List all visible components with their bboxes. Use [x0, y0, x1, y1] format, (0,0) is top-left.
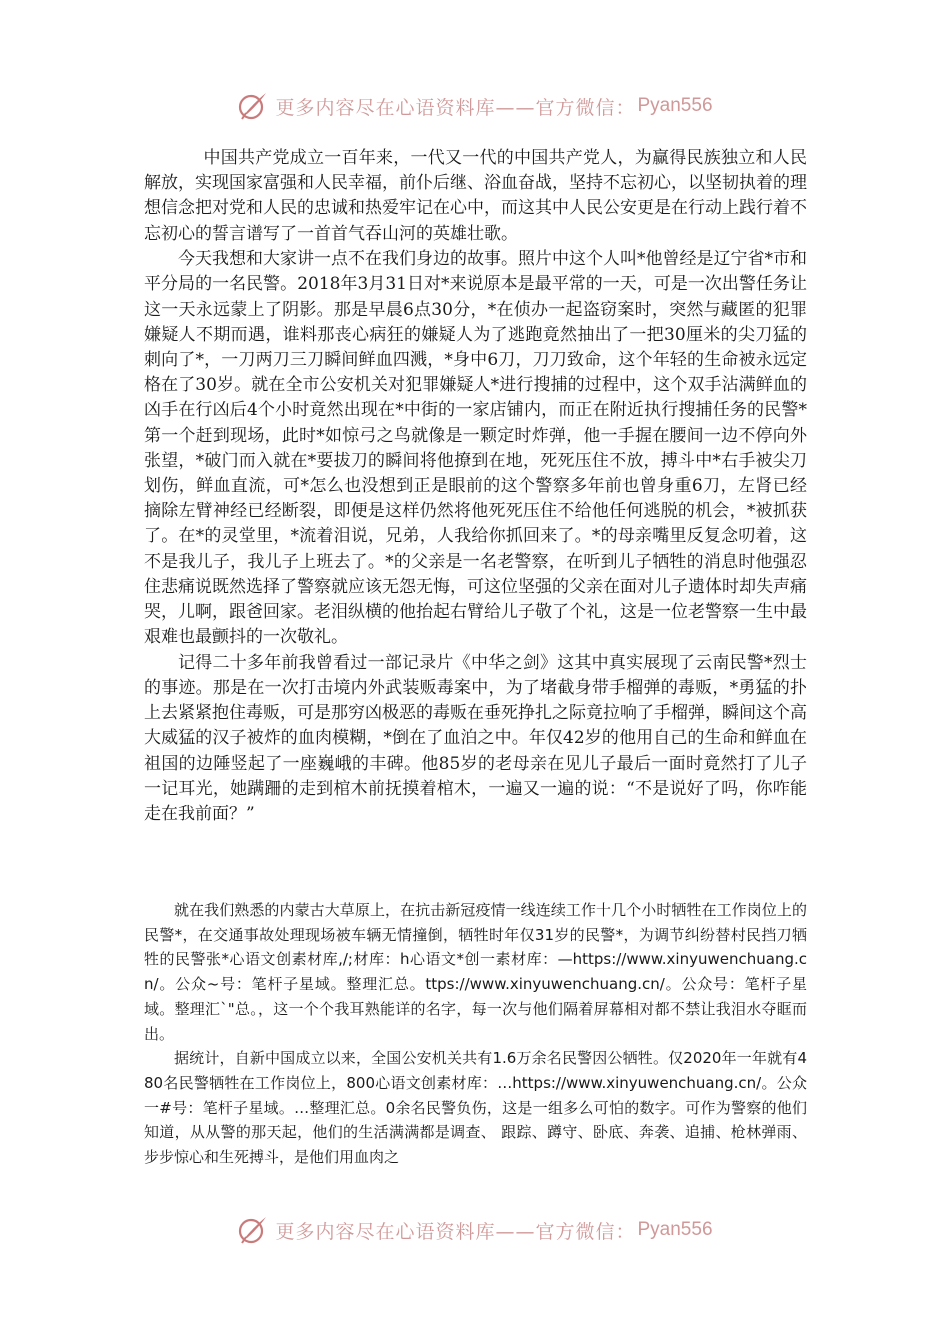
- paragraph-3: 记得二十多年前我曾看过一部记录片《中华之剑》这其中真实展现了云南民警*烈士的事迹。那是在一次打击境内外武装贩毒案中，为了堵截身带手榴弹的毒贩，*勇猛的扑上去紧紧抱住毒贩，可是那穷凶极恶的毒贩在垂死挣扎之际竟拉响了手榴弹，瞬间这个高大威猛的汉子被炸的血肉模糊，*倒在了血泊之中。年仅42岁的他用自己的生命和鲜血在祖国的边陲竖起了一座巍峨的丰碑。他85岁的老母亲在见儿子最后一面时竟然打了儿子一记耳光，她蹒跚的走到棺木前抚摸着棺木，一遍又一遍的说：“不是说好了吗，你咋能走在我前面？”: [144, 652, 807, 825]
- watermark-wechat-id: Pyan556: [637, 1219, 713, 1240]
- body-text-serif: [144, 146, 807, 827]
- quill-logo-icon: [237, 90, 269, 122]
- watermark-text: 更多内容尽在心语资料库——官方微信：: [275, 96, 636, 119]
- paragraph-2: 今天我想和大家讲一点不在我们身边的故事。照片中这个人叫*他曾经是辽宁省*市和平分局的一名民警。2018年3月31日对*来说原本是最平常的一天，可是一次出警任务让这一天永远蒙上了阴影。那是早晨6点30分，*在侦办一起盗窃案时，突然与藏匿的犯罪嫌疑人不期而遇，谁料那丧心病狂的嫌疑人为了逃跑竟然抽出了一把30厘米的尖刀猛的刺向了*，一刀两刀三刀瞬间鲜血四溅，*身中6刀，刀刀致命，这个年轻的生命被永远定格在了30岁。就在全市公安机关对犯罪嫌疑人*进行搜捕的过程中，这个双手沾满鲜血的凶手在行凶后4个小时竟然出现在*中街的一家店铺内，而正在附近执行搜捕任务的民警*第一个赶到现场，此时*如惊弓之鸟就像是一颗定时炸弹，他一手握在腰间一边不停向外张望，*破门而入就在*要拔刀的瞬间将他撩到在地，死死压住不放，搏斗中*右手被尖刀划伤，鲜血直流，可*怎么也没想到正是眼前的这个警察多年前也曾身重6刀，左肾已经摘除左臂神经已经断裂，即便是这样仍然将他死死压住不给他任何逃脱的机会，*被抓获了。在*的灵堂里，*流着泪说，兄弟，人我给你抓回来了。*的母亲嘴里反复念叨着，这不是我儿子，我儿子上班去了。*的父亲是一名老警察，在听到儿子牺牲的消息时他强忍住悲痛说既然选择了警察就应该无怨无悔，可这位坚强的父亲在面对儿子遗体时却失声痛哭，儿啊，跟爸回家。老泪纵横的他抬起右臂给儿子敬了个礼，这是一位老警察一生中最艰难也最颤抖的一次敬礼。: [144, 249, 807, 648]
- watermark-text: 更多内容尽在心语资料库——官方微信：: [275, 1220, 636, 1243]
- paragraph-5: 据统计，自新中国成立以来，全国公安机关共有1.6万余名民警因公牺牲。仅2020年一年就有480名民警牺牲在工作岗位上，800心语文创素材库：…https://www.xinyuwenchuang.cn/。公众一#号：笔杆子星域。…整理汇总。0余名民警负伤，这是一组多么可怕的数字。可作为警察的他们知道，从从警的那天起，他们的生活满满都是调查、 跟踪、蹲守、卧底、奔袭、追捕、枪林弹雨、步步惊心和生死搏斗，是他们用血肉之: [144, 1049, 807, 1167]
- quill-logo-icon: [237, 1214, 269, 1246]
- watermark-wechat-id: Pyan556: [637, 95, 713, 116]
- footer-watermark: [0, 1208, 950, 1252]
- paragraph-1: 中国共产党成立一百年来，一代又一代的中国共产党人，为赢得民族独立和人民解放，实现国家富强和人民幸福，前仆后继、浴血奋战，坚持不忘初心，以坚韧执着的理想信念把对党和人民的忠诚和热爱牢记在心中，而这其中人民公安更是在行动上践行着不忘初心的誓言谱写了一首首气吞山河的英雄壮歌。: [144, 148, 807, 244]
- paragraph-4: 就在我们熟悉的内蒙古大草原上，在抗击新冠疫情一线连续工作十几个小时牺牲在工作岗位上的民警*，在交通事故处理现场被车辆无情撞倒，牺牲时年仅31岁的民警*，为调节纠纷替村民挡刀牺牲的民警张*心语文创素材库,/;材库：h心语文*创一素材库：—https://www.xinyuwenchuang.cn/。公众~号：笔杆子星域。整理汇总。ttps://www.xinyuwenchuang.cn/。公众号：笔杆子星域。整理汇`"总。，这一个个我耳熟能详的名字，每一次与他们隔着屏幕相对都不禁让我泪水夺眶而出。: [144, 901, 807, 1043]
- header-watermark: [0, 84, 950, 128]
- body-text-sans: [144, 898, 807, 1170]
